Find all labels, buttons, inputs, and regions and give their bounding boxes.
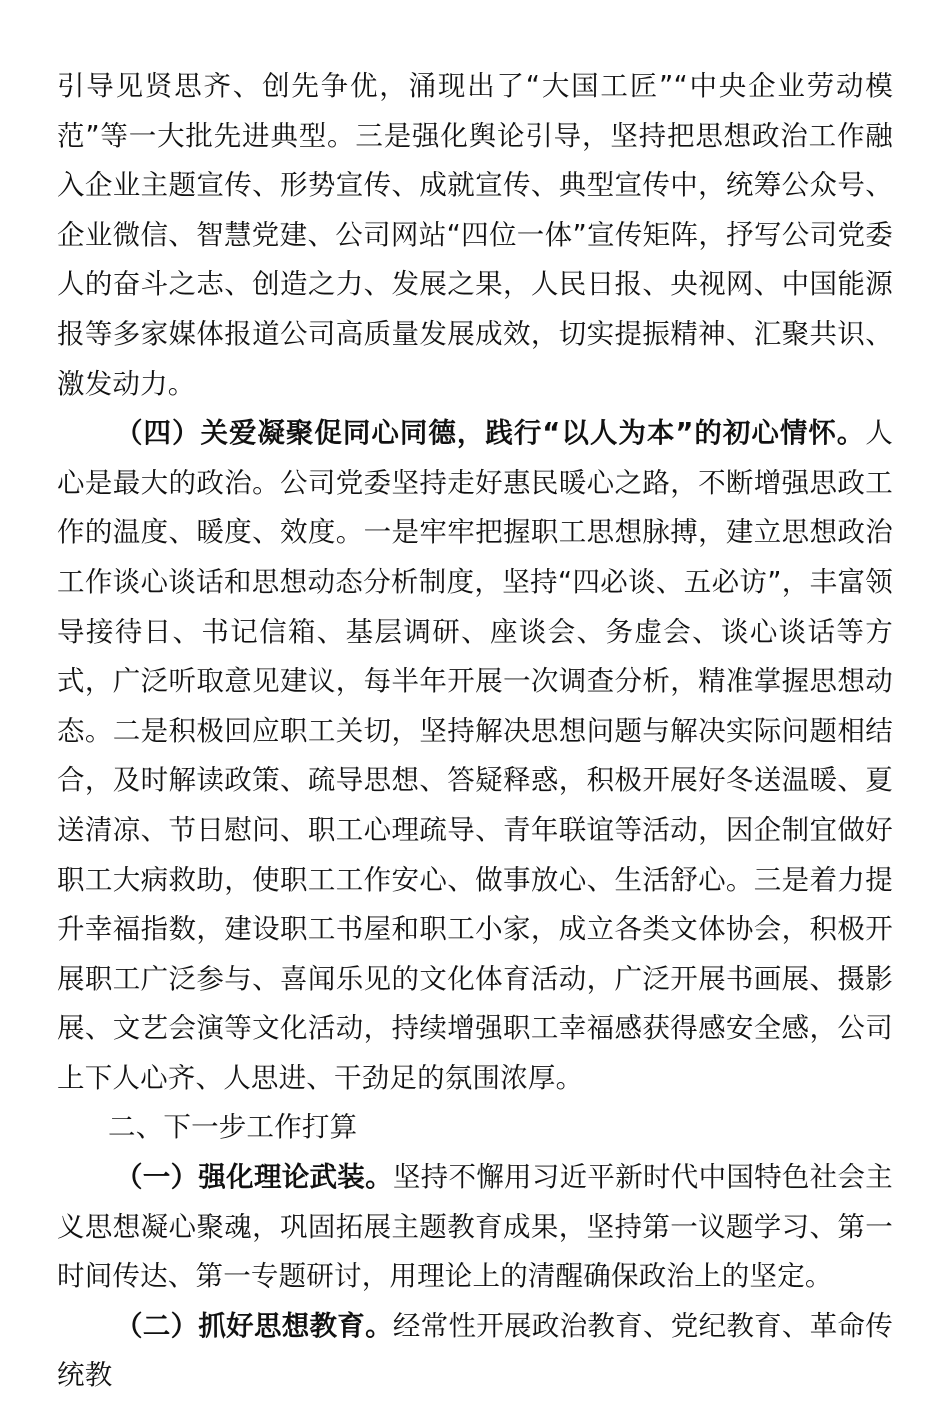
section-heading: （二）抓好思想教育。 (115, 1309, 393, 1342)
paragraph-text: 人心是最大的政治。公司党委坚持走好惠民暖心之路，不断增强思政工作的温度、暖度、效度。一是牢牢把握职工思想脉搏，建立思想政治工作谈心谈话和思想动态分析制度，坚持“四必谈、五必访”，丰富领导接待日、书记信箱、基层调研、座谈会、务虚会、谈心谈话等方式，广泛听取意见建议，每半年开展一次调查分析，精准掌握思想动态。二是积极回应职工关切，坚持解决思想问题与解决实际问题相结合，及时解读政策、疏导思想、答疑释惑，积极开展好冬送温暖、夏送清凉、节日慰问、职工心理疏导、青年联谊等活动，因企制宜做好职工大病救助，使职工工作安心、做事放心、生活舒心。三是着力提升幸福指数，建设职工书屋和职工小家，成立各类文体协会，积极开展职工广泛参与、喜闻乐见的文化体育活动，广泛开展书画展、摄影展、文艺会演等文化活动，持续增强职工幸福感获得感安全感，公司上下人心齐、人思进、干劲足的氛围浓厚。 (57, 417, 893, 1094)
section-heading: （四）关爱凝聚促同心同德，践行“以人为本”的初心情怀。 (115, 417, 866, 450)
paragraph-continued (57, 62, 893, 409)
paragraph-text: 经常性开展政治教育、党纪教育、革命传统教 (57, 1309, 893, 1392)
chapter-title: 二、下一步工作打算 (108, 1111, 358, 1144)
paragraph-section-4 (57, 409, 893, 1103)
section-heading: （一）强化理论武装。 (115, 1161, 393, 1194)
paragraph-plan-2 (57, 1302, 893, 1401)
document-page (57, 62, 893, 1401)
paragraph-text: 坚持不懈用习近平新时代中国特色社会主义思想凝心聚魂，巩固拓展主题教育成果，坚持第一议题学习、第一时间传达、第一专题研讨，用理论上的清醒确保政治上的坚定。 (57, 1161, 893, 1293)
paragraph-plan-1 (57, 1153, 893, 1302)
paragraph-text: 引导见贤思齐、创先争优，涌现出了“大国工匠”“中央企业劳动模范”等一大批先进典型。三是强化舆论引导，坚持把思想政治工作融入企业主题宣传、形势宣传、成就宣传、典型宣传中，统筹公众号、企业微信、智慧党建、公司网站“四位一体”宣传矩阵，抒写公司党委人的奋斗之志、创造之力、发展之果，人民日报、央视网、中国能源报等多家媒体报道公司高质量发展成效，切实提振精神、汇聚共识、激发动力。 (57, 70, 893, 400)
chapter-heading (57, 1103, 893, 1153)
